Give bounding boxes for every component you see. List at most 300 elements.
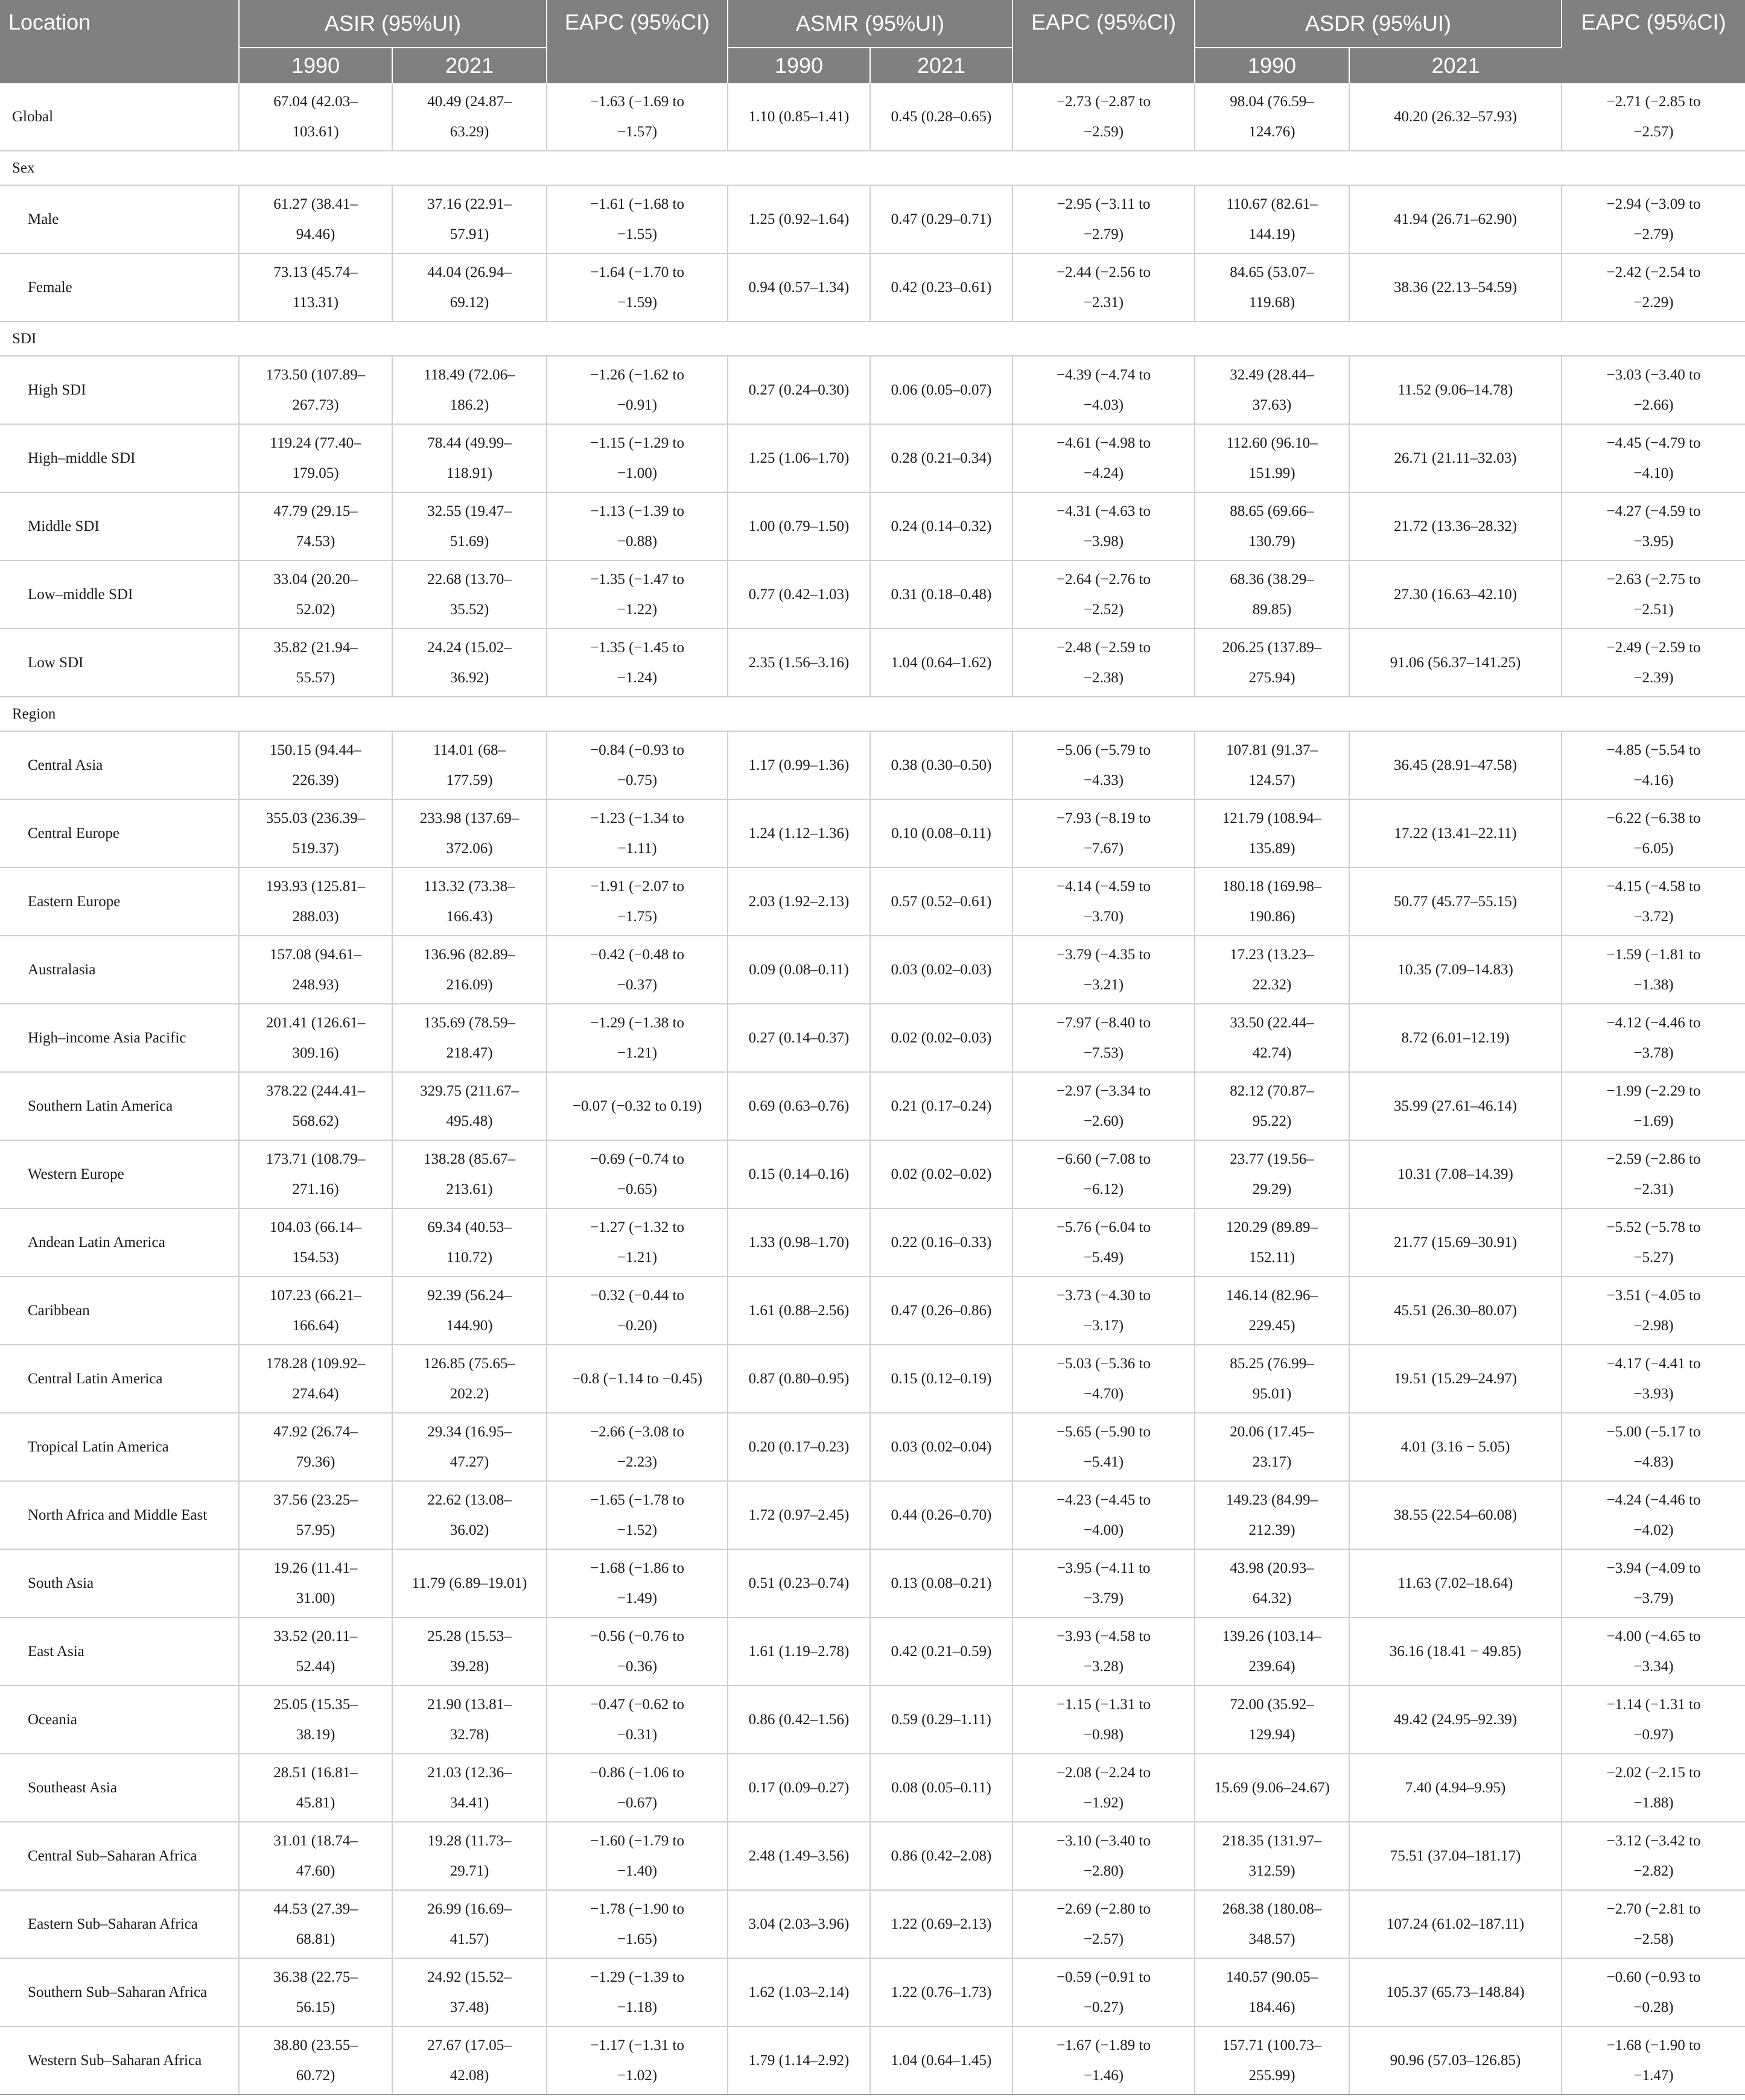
cell-eapc1	[547, 1617, 728, 1686]
header-asmr-2021: 2021	[870, 48, 1012, 83]
cell-asdr2021	[1349, 492, 1562, 560]
cell-asmr2021	[870, 1072, 1012, 1140]
cell-eapc1	[547, 1208, 728, 1277]
cell-eapc1	[547, 1686, 728, 1754]
cell-line: −1.13 (−1.39 to	[590, 503, 684, 519]
cell-asir1990	[239, 1754, 392, 1822]
cell-eapc2	[1012, 1345, 1195, 1413]
cell-asmr2021	[870, 560, 1012, 629]
cell-line: 1.00 (0.79–1.50)	[748, 518, 850, 535]
location-name: Central Sub–Saharan Africa	[0, 1822, 239, 1890]
cell-line: −2.73 (−2.87 to	[1057, 93, 1151, 110]
cell-line: 63.29)	[450, 123, 489, 140]
cell-line: 0.45 (0.28–0.65)	[891, 108, 992, 125]
cell-line: 38.36 (22.13–54.59)	[1393, 279, 1518, 296]
cell-line: 114.01 (68–	[433, 741, 506, 758]
cell-asmr1990	[728, 799, 870, 868]
cell-asmr1990	[728, 424, 870, 492]
cell-line: −5.76 (−6.04 to	[1057, 1219, 1151, 1236]
cell-line: −1.59)	[617, 294, 658, 311]
cell-eapc3	[1562, 868, 1745, 936]
table-header	[0, 0, 1745, 83]
cell-line: −2.59)	[1083, 123, 1124, 140]
cell-line: 34.41)	[450, 1794, 489, 1811]
cell-line: 43.98 (20.93–	[1230, 1559, 1314, 1576]
cell-line: −1.15 (−1.29 to	[590, 434, 684, 451]
cell-eapc2	[1012, 185, 1195, 253]
cell-eapc3	[1562, 1413, 1745, 1481]
cell-line: 0.69 (0.63–0.76)	[748, 1097, 850, 1114]
cell-line: 121.79 (108.94–	[1222, 810, 1322, 826]
cell-asdr2021	[1349, 1140, 1562, 1208]
cell-line: 0.20 (0.17–0.23)	[748, 1438, 850, 1455]
cell-eapc2	[1012, 253, 1195, 322]
cell-line: −0.97)	[1633, 1726, 1674, 1743]
cell-line: 19.26 (11.41–	[273, 1559, 358, 1576]
cell-asir1990	[239, 356, 392, 424]
cell-asir1990	[239, 1686, 392, 1754]
cell-line: −3.78)	[1633, 1044, 1674, 1061]
cell-asdr2021	[1349, 185, 1562, 253]
cell-line: 23.77 (19.56–	[1230, 1150, 1314, 1167]
cell-line: 28.51 (16.81–	[273, 1764, 358, 1781]
cell-line: 1.24 (1.12–1.36)	[748, 825, 850, 842]
cell-line: 21.77 (15.69–30.91)	[1393, 1234, 1518, 1251]
cell-eapc3	[1562, 492, 1745, 560]
cell-asmr2021	[870, 253, 1012, 322]
cell-line: −1.57)	[617, 123, 658, 140]
cell-line: 95.01)	[1252, 1385, 1292, 1402]
cell-line: −4.23 (−4.45 to	[1057, 1491, 1151, 1508]
table-row	[0, 1822, 1745, 1890]
cell-line: −2.51)	[1633, 601, 1674, 618]
cell-line: 57.91)	[450, 226, 489, 243]
cell-line: −1.02)	[617, 2067, 658, 2084]
cell-line: −5.41)	[1083, 1453, 1124, 1470]
cell-line: 33.50 (22.44–	[1230, 1014, 1314, 1031]
cell-asir2021	[392, 936, 547, 1004]
cell-asdr1990	[1195, 253, 1349, 322]
category-label: Region	[0, 697, 1745, 731]
cell-eapc1	[547, 1754, 728, 1822]
cell-line: 50.77 (45.77–55.15)	[1393, 893, 1518, 910]
cell-line: −1.52)	[617, 1521, 658, 1538]
cell-line: −1.75)	[617, 908, 658, 925]
header-location: Location	[0, 0, 239, 83]
table-row	[0, 1413, 1745, 1481]
header-asir: ASIR (95%UI)	[239, 0, 547, 48]
table-row	[0, 1140, 1745, 1208]
cell-line: 1.61 (0.88–2.56)	[748, 1302, 850, 1319]
cell-asdr2021	[1349, 1754, 1562, 1822]
cell-line: 378.22 (244.41–	[265, 1082, 366, 1099]
cell-asdr2021	[1349, 868, 1562, 936]
cell-line: 19.51 (15.29–24.97)	[1393, 1370, 1518, 1387]
table-row	[0, 799, 1745, 868]
cell-line: 37.56 (23.25–	[273, 1491, 358, 1508]
cell-line: −1.23 (−1.34 to	[590, 810, 684, 826]
cell-asdr2021	[1349, 1481, 1562, 1549]
cell-line: −3.70)	[1083, 908, 1124, 925]
cell-line: −4.17 (−4.41 to	[1606, 1355, 1701, 1372]
cell-line: −5.27)	[1633, 1249, 1674, 1266]
location-name: Middle SDI	[0, 492, 239, 560]
header-eapc-asir: EAPC (95%CI)	[547, 0, 728, 83]
cell-asmr2021	[870, 1413, 1012, 1481]
location-name: Caribbean	[0, 1277, 239, 1345]
cell-line: 1.72 (0.97–2.45)	[748, 1506, 850, 1523]
cell-asmr2021	[870, 492, 1012, 560]
cell-eapc2	[1012, 1686, 1195, 1754]
cell-line: −3.03 (−3.40 to	[1606, 366, 1701, 383]
cell-line: 267.73)	[292, 396, 339, 413]
cell-asir2021	[392, 1822, 547, 1890]
cell-asmr2021	[870, 1277, 1012, 1345]
cell-line: 72.00 (35.92–	[1230, 1696, 1314, 1713]
cell-asdr2021	[1349, 2026, 1562, 2095]
table-row	[0, 492, 1745, 560]
cell-asir1990	[239, 1277, 392, 1345]
cell-line: 309.16)	[292, 1044, 339, 1061]
cell-line: 1.04 (0.64–1.62)	[891, 654, 992, 671]
location-name: Oceania	[0, 1686, 239, 1754]
cell-line: −1.88)	[1633, 1794, 1674, 1811]
cell-line: −0.07 (−0.32 to 0.19)	[572, 1097, 702, 1114]
cell-eapc3	[1562, 731, 1745, 799]
cell-asdr1990	[1195, 936, 1349, 1004]
cell-line: 35.82 (21.94–	[273, 639, 358, 656]
cell-line: 44.04 (26.94–	[427, 264, 512, 281]
cell-asmr1990	[728, 1140, 870, 1208]
cell-line: −1.99 (−2.29 to	[1606, 1082, 1701, 1099]
cell-line: 21.03 (12.36–	[427, 1764, 512, 1781]
cell-line: −2.23)	[617, 1453, 658, 1470]
cell-line: 0.77 (0.42–1.03)	[748, 586, 850, 603]
location-name: Central Latin America	[0, 1345, 239, 1413]
cell-line: 107.81 (91.37–	[1225, 741, 1318, 758]
cell-asdr2021	[1349, 1617, 1562, 1686]
cell-line: 68.81)	[296, 1930, 335, 1947]
cell-line: 52.02)	[296, 601, 335, 618]
cell-line: 23.17)	[1252, 1453, 1292, 1470]
cell-asir2021	[392, 1686, 547, 1754]
cell-line: 32.49 (28.44–	[1230, 366, 1314, 383]
cell-eapc2	[1012, 2026, 1195, 2095]
table-row	[0, 1481, 1745, 1549]
cell-asir1990	[239, 2026, 392, 2095]
location-name: Eastern Sub–Saharan Africa	[0, 1890, 239, 1958]
cell-line: 151.99)	[1248, 465, 1295, 481]
cell-asdr2021	[1349, 1208, 1562, 1277]
cell-line: 45.81)	[296, 1794, 335, 1811]
cell-asdr1990	[1195, 83, 1349, 151]
cell-eapc1	[547, 629, 728, 697]
cell-asdr1990	[1195, 2026, 1349, 2095]
cell-line: −2.60)	[1083, 1112, 1124, 1129]
cell-asmr2021	[870, 868, 1012, 936]
cell-line: 226.39)	[292, 772, 339, 788]
cell-line: 119.68)	[1248, 294, 1295, 311]
cell-line: −5.65 (−5.90 to	[1057, 1423, 1151, 1440]
cell-line: 0.38 (0.30–0.50)	[891, 757, 992, 773]
cell-asmr2021	[870, 1822, 1012, 1890]
cell-line: 110.72)	[446, 1249, 493, 1266]
cell-line: 124.57)	[1248, 772, 1295, 788]
cell-line: −2.57)	[1083, 1930, 1124, 1947]
cell-asmr1990	[728, 356, 870, 424]
cell-line: −3.73 (−4.30 to	[1057, 1287, 1151, 1304]
cell-line: 64.32)	[1252, 1590, 1292, 1607]
cell-line: 67.04 (42.03–	[273, 93, 358, 110]
cell-eapc1	[547, 1958, 728, 2026]
cell-line: 15.69 (9.06–24.67)	[1214, 1779, 1330, 1796]
cell-eapc2	[1012, 1004, 1195, 1072]
cell-line: 17.23 (13.23–	[1230, 946, 1314, 963]
cell-line: −1.49)	[617, 1590, 658, 1607]
cell-asdr2021	[1349, 1277, 1562, 1345]
cell-asir2021	[392, 799, 547, 868]
cell-eapc2	[1012, 1277, 1195, 1345]
cell-line: 49.42 (24.95–92.39)	[1393, 1711, 1518, 1728]
cell-line: −5.52 (−5.78 to	[1606, 1219, 1701, 1236]
cell-line: −2.79)	[1083, 226, 1124, 243]
cell-line: −0.31)	[617, 1726, 658, 1743]
cell-line: 37.48)	[450, 1999, 489, 2016]
cell-line: 92.39 (56.24–	[427, 1287, 512, 1304]
cell-line: −4.24)	[1083, 465, 1124, 481]
header-eapc-asmr: EAPC (95%CI)	[1012, 0, 1195, 83]
cell-line: 152.11)	[1248, 1249, 1295, 1266]
cell-line: 120.29 (89.89–	[1225, 1219, 1318, 1236]
cell-line: −2.57)	[1633, 123, 1674, 140]
location-name: Southeast Asia	[0, 1754, 239, 1822]
cell-asdr1990	[1195, 1277, 1349, 1345]
cell-line: −4.15 (−4.58 to	[1606, 878, 1701, 895]
cell-asmr1990	[728, 492, 870, 560]
cell-line: 126.85 (75.65–	[423, 1355, 516, 1372]
cell-line: 3.04 (2.03–3.96)	[748, 1915, 850, 1932]
cell-line: 178.28 (109.92–	[265, 1355, 366, 1372]
cell-asmr1990	[728, 629, 870, 697]
cell-line: −3.95 (−4.11 to	[1057, 1559, 1151, 1576]
cell-asir2021	[392, 560, 547, 629]
cell-line: −4.61 (−4.98 to	[1057, 434, 1151, 451]
cell-line: 118.91)	[446, 465, 493, 481]
cell-line: 248.93)	[292, 976, 339, 993]
cell-line: −1.11)	[617, 840, 657, 857]
cell-line: 179.05)	[292, 465, 339, 481]
cell-line: 1.25 (0.92–1.64)	[748, 211, 850, 227]
location-name: Western Sub–Saharan Africa	[0, 2026, 239, 2095]
cell-asdr1990	[1195, 185, 1349, 253]
cell-line: 42.08)	[450, 2067, 489, 2084]
cell-line: 33.52 (20.11–	[273, 1628, 358, 1645]
cell-asdr1990	[1195, 560, 1349, 629]
cell-line: 274.64)	[292, 1385, 339, 1402]
cell-line: 216.09)	[446, 976, 493, 993]
cell-line: 26.71 (21.11–32.03)	[1394, 449, 1517, 466]
cell-line: −1.64 (−1.70 to	[590, 264, 684, 281]
cell-line: −1.17 (−1.31 to	[590, 2037, 684, 2054]
cell-line: 0.24 (0.14–0.32)	[891, 518, 992, 535]
cell-line: −4.24 (−4.46 to	[1606, 1491, 1701, 1508]
cell-eapc2	[1012, 424, 1195, 492]
cell-asir2021	[392, 356, 547, 424]
cell-line: −2.82)	[1633, 1862, 1674, 1879]
cell-line: 11.63 (7.02–18.64)	[1397, 1575, 1513, 1591]
cell-asmr1990	[728, 1890, 870, 1958]
cell-line: 37.63)	[1252, 396, 1292, 413]
location-name: Eastern Europe	[0, 868, 239, 936]
cell-asir2021	[392, 1549, 547, 1617]
header-asdr-2021: 2021	[1349, 48, 1562, 83]
cell-eapc3	[1562, 1549, 1745, 1617]
cell-line: 29.29)	[1252, 1181, 1292, 1198]
cell-line: 75.51 (37.04–181.17)	[1390, 1847, 1521, 1864]
cell-line: 0.22 (0.16–0.33)	[891, 1234, 992, 1251]
cell-asdr1990	[1195, 1345, 1349, 1413]
cell-line: −4.45 (−4.79 to	[1606, 434, 1701, 451]
cell-asmr2021	[870, 629, 1012, 697]
cell-eapc1	[547, 1549, 728, 1617]
cell-asmr2021	[870, 1549, 1012, 1617]
cell-line: 32.78)	[450, 1726, 489, 1743]
cell-line: 74.53)	[296, 533, 335, 550]
table-row	[0, 1686, 1745, 1754]
cell-line: 95.22)	[1252, 1112, 1292, 1129]
location-name: Australasia	[0, 936, 239, 1004]
cell-asir2021	[392, 492, 547, 560]
cell-asir1990	[239, 1822, 392, 1890]
cell-eapc2	[1012, 629, 1195, 697]
cell-line: 19.28 (11.73–	[427, 1832, 512, 1849]
cell-line: −0.59 (−0.91 to	[1057, 1968, 1151, 1985]
cell-eapc3	[1562, 1822, 1745, 1890]
cell-asdr2021	[1349, 1413, 1562, 1481]
cell-asdr1990	[1195, 1617, 1349, 1686]
cell-line: 45.51 (26.30–80.07)	[1393, 1302, 1518, 1319]
cell-line: 0.47 (0.26–0.86)	[891, 1302, 992, 1319]
location-name: Male	[0, 185, 239, 253]
cell-line: −1.15 (−1.31 to	[1057, 1696, 1151, 1713]
cell-eapc2	[1012, 731, 1195, 799]
cell-asmr1990	[728, 731, 870, 799]
cell-line: 26.99 (16.69–	[427, 1900, 512, 1917]
cell-asmr1990	[728, 560, 870, 629]
cell-line: 25.05 (15.35–	[273, 1696, 358, 1713]
cell-asdr2021	[1349, 1686, 1562, 1754]
cell-line: 0.31 (0.18–0.48)	[891, 586, 992, 603]
cell-line: −2.52)	[1083, 601, 1124, 618]
cell-line: 0.02 (0.02–0.02)	[891, 1166, 992, 1182]
cell-asir1990	[239, 1549, 392, 1617]
cell-eapc3	[1562, 936, 1745, 1004]
cell-asdr2021	[1349, 1072, 1562, 1140]
table-row	[0, 1617, 1745, 1686]
table-row	[0, 1345, 1745, 1413]
cell-line: −1.29 (−1.39 to	[590, 1968, 684, 1985]
cell-line: −1.40)	[617, 1862, 658, 1879]
cell-eapc3	[1562, 1890, 1745, 1958]
cell-asdr1990	[1195, 424, 1349, 492]
cell-line: 0.08 (0.05–0.11)	[891, 1779, 991, 1796]
cell-eapc3	[1562, 185, 1745, 253]
cell-line: 206.25 (137.89–	[1222, 639, 1322, 656]
cell-line: 166.43)	[446, 908, 493, 925]
cell-line: 1.17 (0.99–1.36)	[748, 757, 850, 773]
cell-line: 180.18 (169.98–	[1222, 878, 1322, 895]
cell-asir2021	[392, 1958, 547, 2026]
cell-asdr2021	[1349, 799, 1562, 868]
cell-line: 73.13 (45.74–	[273, 264, 358, 281]
cell-line: 24.24 (15.02–	[427, 639, 512, 656]
cell-line: 41.94 (26.71–62.90)	[1393, 211, 1518, 227]
cell-line: −2.69 (−2.80 to	[1057, 1900, 1151, 1917]
cell-line: −6.12)	[1083, 1181, 1124, 1198]
category-label: Sex	[0, 151, 1745, 185]
cell-line: 7.40 (4.94–9.95)	[1405, 1779, 1506, 1796]
cell-line: 268.38 (180.08–	[1222, 1900, 1322, 1917]
cell-line: −1.22)	[617, 601, 658, 618]
cell-asir1990	[239, 629, 392, 697]
cell-line: −2.80)	[1083, 1862, 1124, 1879]
cell-line: −2.94 (−3.09 to	[1606, 195, 1701, 212]
cell-eapc3	[1562, 1208, 1745, 1277]
cell-asir2021	[392, 1277, 547, 1345]
cell-asdr2021	[1349, 253, 1562, 322]
cell-line: −1.92)	[1083, 1794, 1124, 1811]
cell-line: 233.98 (137.69–	[419, 810, 520, 826]
cell-eapc1	[547, 799, 728, 868]
cell-eapc1	[547, 2026, 728, 2095]
cell-line: 0.03 (0.02–0.03)	[891, 961, 992, 978]
table-row	[0, 424, 1745, 492]
cell-asmr2021	[870, 83, 1012, 151]
cell-line: −4.70)	[1083, 1385, 1124, 1402]
cell-line: 36.16 (18.41 − 49.85)	[1389, 1643, 1522, 1660]
cell-eapc1	[547, 1140, 728, 1208]
cell-line: 1.33 (0.98–1.70)	[748, 1234, 850, 1251]
cell-line: −4.39 (−4.74 to	[1057, 366, 1151, 383]
cell-asir1990	[239, 1208, 392, 1277]
cell-line: −3.79)	[1633, 1590, 1674, 1607]
cell-line: 0.03 (0.02–0.04)	[891, 1438, 992, 1455]
cell-line: 288.03)	[292, 908, 339, 925]
cell-asdr1990	[1195, 1004, 1349, 1072]
cell-asdr1990	[1195, 1072, 1349, 1140]
cell-line: 0.44 (0.26–0.70)	[891, 1506, 992, 1523]
cell-line: −0.20)	[617, 1317, 658, 1334]
cell-eapc3	[1562, 1617, 1745, 1686]
cell-asir1990	[239, 1617, 392, 1686]
cell-line: 56.15)	[296, 1999, 335, 2016]
location-name: High SDI	[0, 356, 239, 424]
cell-asdr2021	[1349, 1345, 1562, 1413]
cell-line: 129.94)	[1248, 1726, 1295, 1743]
cell-asdr2021	[1349, 560, 1562, 629]
cell-eapc1	[547, 1004, 728, 1072]
cell-line: 112.60 (96.10–	[1226, 434, 1318, 451]
cell-asdr1990	[1195, 629, 1349, 697]
cell-line: 0.15 (0.12–0.19)	[891, 1370, 992, 1387]
cell-line: 36.02)	[450, 1521, 489, 1538]
cell-line: 173.50 (107.89–	[265, 366, 366, 383]
cell-line: −1.29 (−1.38 to	[590, 1014, 684, 1031]
cell-line: −1.78 (−1.90 to	[590, 1900, 684, 1917]
cell-line: 31.00)	[296, 1590, 335, 1607]
cell-line: 90.96 (57.03–126.85)	[1390, 2052, 1521, 2069]
table-row	[0, 1208, 1745, 1277]
